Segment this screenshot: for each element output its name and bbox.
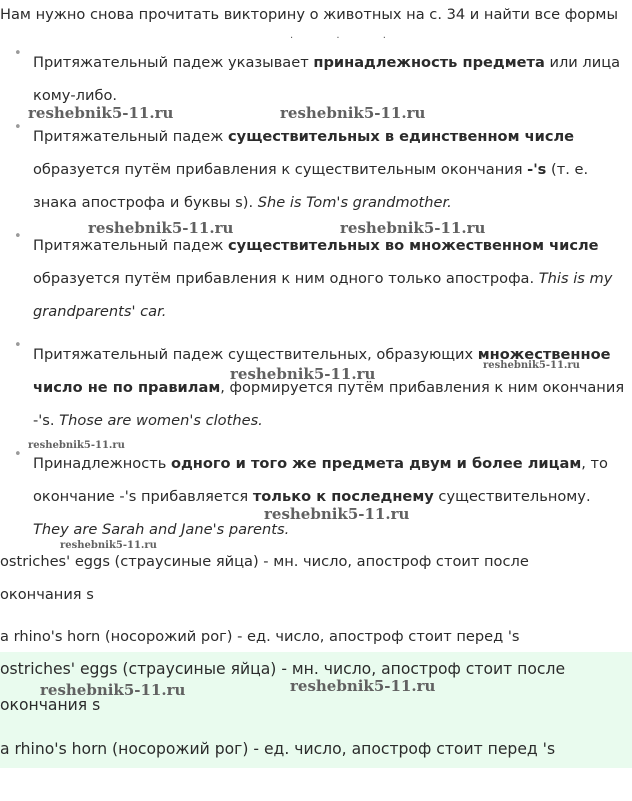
watermark-text: reshebnik5-11.ru [264, 505, 410, 523]
rule-bold: существительных в единственном числе [228, 128, 575, 145]
rule-example: They are Sarah and Jane's parents. [33, 521, 290, 538]
watermark-text: reshebnik5-11.ru [483, 360, 580, 371]
rule-bold: -'s [527, 161, 547, 178]
rule-text: (т. е. знака апострофа и буквы s). [33, 161, 589, 211]
rule-bold: принадлежность предмета [313, 54, 545, 71]
rule-text: , формируется путём прибавления к ним окончания -'s. [33, 379, 625, 429]
rule-text: Притяжательный падеж существительных, образующих [33, 346, 478, 363]
rule-bold: множественное число не по правилам [33, 346, 611, 396]
rule-bold: одного и того же предмета двум и более лицам [171, 455, 582, 472]
rule-example: She is Tom's grandmother. [257, 194, 452, 211]
bullet-icon: • [14, 338, 22, 353]
rule-text: Принадлежность [33, 455, 171, 472]
watermark-text: reshebnik5-11.ru [28, 440, 125, 451]
bullet-icon: • [14, 46, 22, 61]
highlight-line-2: окончания s [0, 696, 101, 714]
rule-item-3 [14, 229, 626, 328]
rule-item-5 [14, 447, 626, 546]
rule-item-2 [14, 120, 626, 219]
watermark-text: reshebnik5-11.ru [60, 540, 157, 551]
answer-line-3: a rhino's horn (носорожий рог) - ед. число, апостроф стоит перед 's [0, 628, 520, 645]
rule-text: или лица кому-либо. [33, 54, 621, 104]
rule-bold: существительных во множественном числе [228, 237, 599, 254]
rule-text: Притяжательный падеж указывает [33, 54, 314, 71]
rule-text: существительному. [433, 488, 591, 505]
watermark-text: reshebnik5-11.ru [290, 677, 436, 695]
rule-text: , то окончание -'s прибавляется [33, 455, 608, 505]
rule-text: Притяжательный падеж [33, 237, 229, 254]
bullet-icon: • [14, 229, 22, 244]
intro-text: Нам нужно снова прочитать викторину о животных на с. 34 и найти все формы [0, 6, 618, 23]
watermark-text: reshebnik5-11.ru [280, 104, 426, 122]
bullet-icon: • [14, 120, 22, 135]
bullet-icon: • [14, 447, 22, 462]
intro-dots: . . . [290, 30, 406, 41]
answer-line-1: ostriches' eggs (страусиные яйца) - мн. число, апостроф стоит после [0, 553, 529, 570]
rule-example: Those are women's clothes. [59, 412, 263, 429]
watermark-text: reshebnik5-11.ru [88, 219, 234, 237]
highlight-block [0, 652, 632, 768]
rule-example: This is my grandparents' car. [33, 270, 613, 320]
rule-item-4 [14, 338, 626, 437]
rule-text: образуется путём прибавления к существительным окончания [33, 161, 528, 178]
highlight-line-3: a rhino's horn (носорожий рог) - ед. число, апостроф стоит перед 's [0, 740, 556, 758]
rule-item-1 [14, 46, 626, 112]
rule-text: Притяжательный падеж [33, 128, 229, 145]
rule-bold: только к последнему [252, 488, 434, 505]
watermark-text: reshebnik5-11.ru [28, 104, 174, 122]
watermark-text: reshebnik5-11.ru [340, 219, 486, 237]
rule-text: образуется путём прибавления к ним одного только апострофа. [33, 270, 539, 287]
watermark-text: reshebnik5-11.ru [230, 365, 376, 383]
highlight-line-1: ostriches' eggs (страусиные яйца) - мн. число, апостроф стоит после [0, 660, 566, 678]
answer-line-2: окончания s [0, 586, 94, 603]
watermark-text: reshebnik5-11.ru [40, 681, 186, 699]
